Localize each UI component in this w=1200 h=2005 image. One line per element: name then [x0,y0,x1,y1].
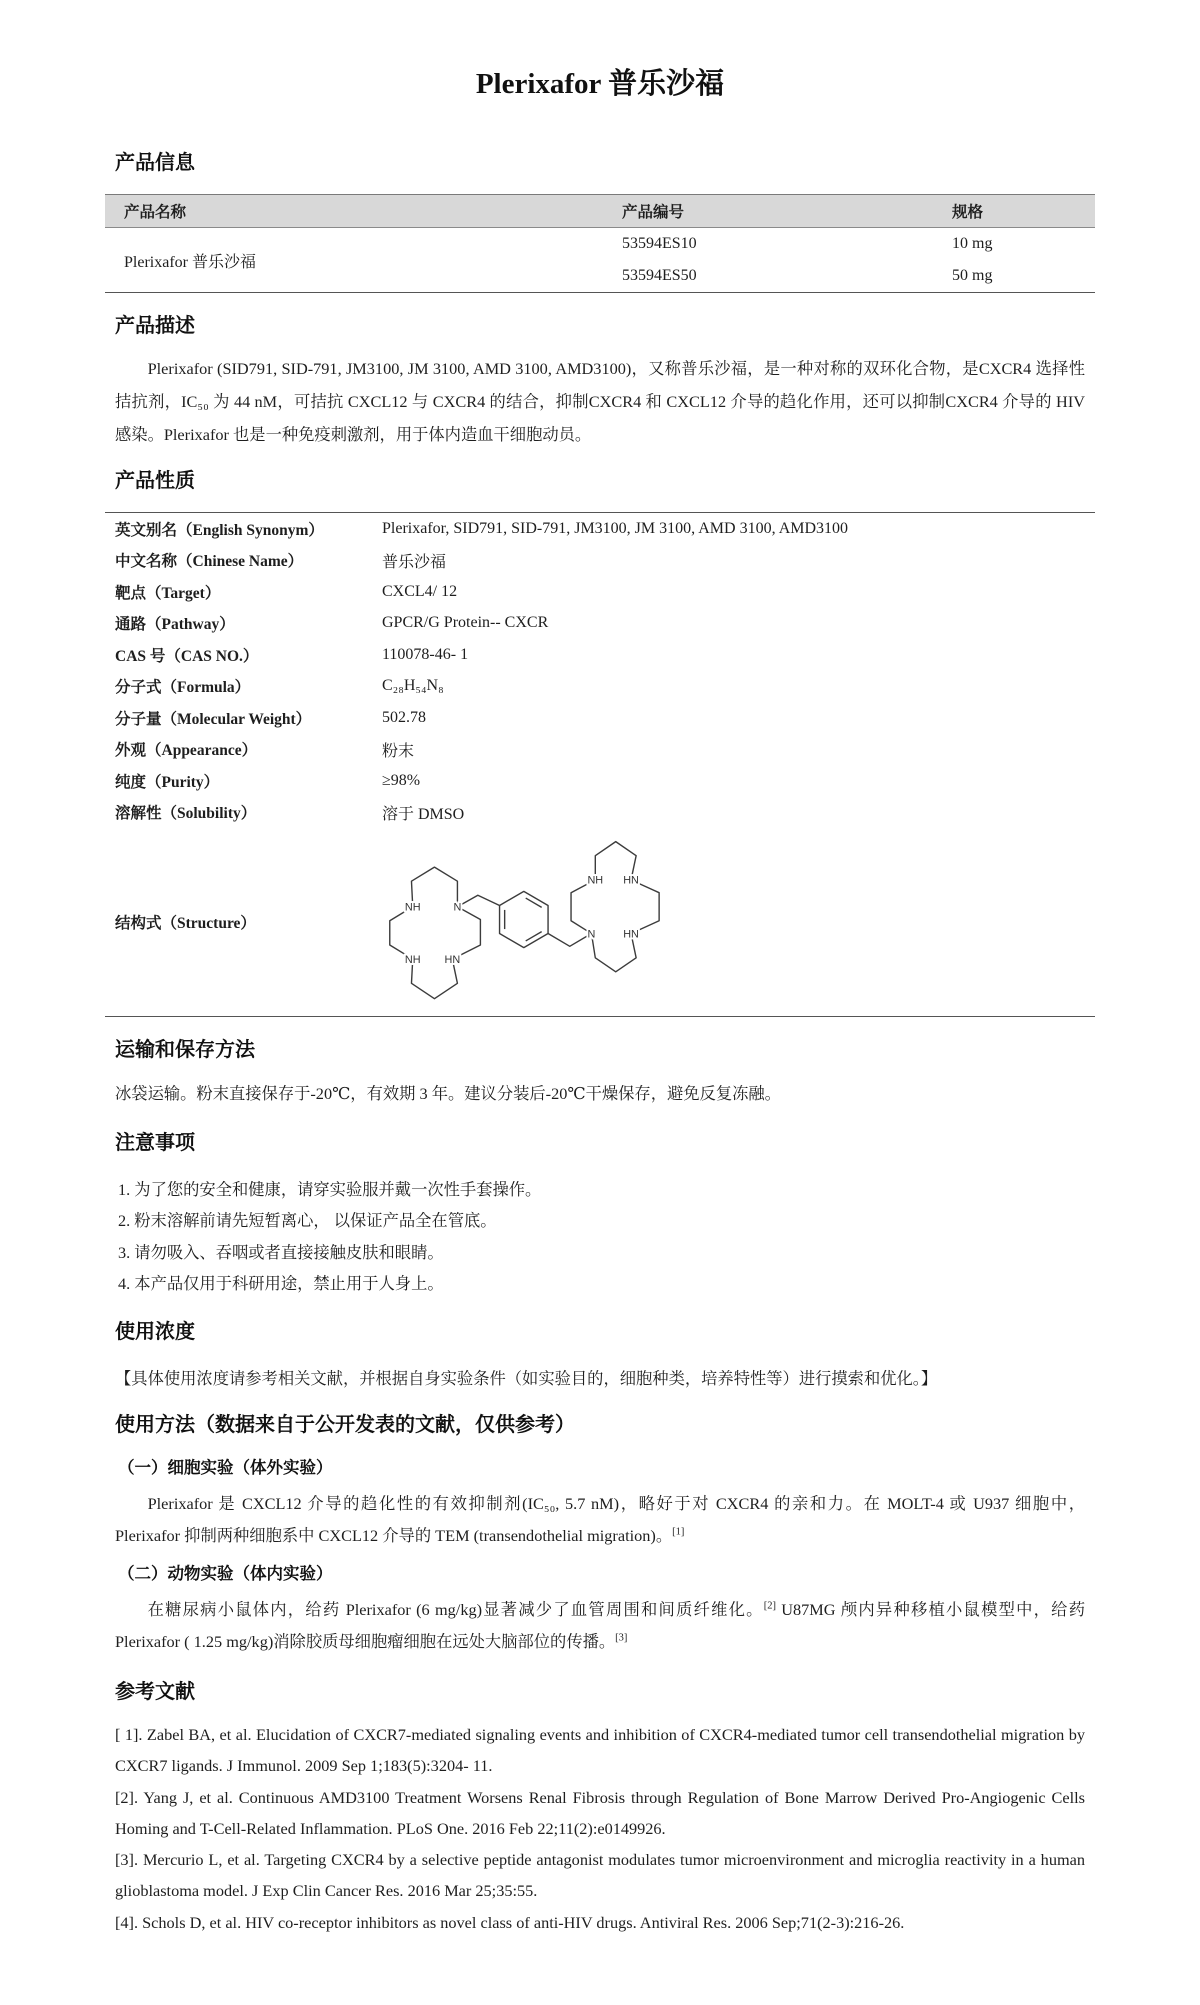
list-item: 4. 本产品仅用于科研用途，禁止用于人身上。 [118,1273,444,1293]
product-info-table [105,194,1095,293]
property-value: Plerixafor, SID791, SID-791, JM3100, JM 3100, AMD 3100, AMD3100 [382,519,849,537]
double-bond [526,898,542,907]
property-label: 纯度（Purity） [115,773,220,791]
double-bond [526,932,542,941]
property-row-synonym [105,513,1095,545]
atom-label: HN [623,928,639,941]
property-label: CAS 号（CAS NO.） [115,647,259,665]
bond [457,895,499,906]
reference-item: [3]. Mercurio L, et al. Targeting CXCR4 by a selective peptide antagonist modulates tumor microenvironment and microglia reactivity in a human glioblastoma model. J Exp Clin Cancer Res. 2016 Mar 25;35:55. [115,1850,1085,1901]
property-value: CXCL4/ 12 [382,582,458,600]
product-code-cell: 53594ES10 [622,235,697,252]
product-spec-cell: 10 mg [952,235,993,252]
section-heading-references: 参考文献 [115,1681,195,1703]
property-value: C₂₈H₅₄N₈ [382,677,444,695]
animal-experiment-text [115,1594,1085,1658]
property-label: 结构式（Structure） [115,915,256,932]
property-value: 溶于 DMSO [382,805,465,823]
section-heading-shipping: 运输和保存方法 [115,1039,255,1061]
bond [631,880,659,934]
section-heading-description: 产品描述 [115,315,195,337]
citation-marker: [3] [615,1632,628,1644]
bond [390,907,413,959]
cell-experiment-text [115,1488,1085,1552]
subheading-animal-experiment: （二）动物实验（体内实验） [118,1564,333,1583]
product-spec-cell: 50 mg [940,260,1095,293]
property-row-target [105,576,1095,608]
property-row-cas [105,639,1095,671]
column-header-spec: 规格 [940,195,1095,228]
subheading-cell-experiment: （一）细胞实验（体外实验） [118,1458,333,1477]
reference-item: [2]. Yang J, et al. Continuous AMD3100 Treatment Worsens Renal Fibrosis through Regulation of Bone Marrow Derived Pro-Angiogenic Cells Homing and T-Cell-Related Inflammation. PLoS One. 2016 Feb 22;11(2):e0149926. [115,1787,1085,1838]
property-row-purity [105,765,1095,797]
citation-marker: [2] [763,1600,776,1612]
property-row-chinese-name [105,545,1095,577]
section-heading-properties: 产品性质 [115,470,195,492]
atom-label: N [453,901,462,914]
page-title: Plerixafor 普乐沙福 [475,68,725,100]
section-heading-precautions: 注意事项 [115,1132,195,1154]
property-label: 分子式（Formula） [115,679,251,697]
citation-marker: [1] [672,1526,685,1538]
list-item: 1. 为了您的安全和健康，请穿实验服并戴一次性手套操作。 [118,1180,542,1199]
shipping-text: 冰袋运输。粉末直接保存于-20℃，有效期 3 年。建议分装后-20℃干燥保存，避免反复冻融。 [115,1084,781,1103]
property-label: 分子量（Molecular Weight） [115,710,312,728]
concentration-text: 【具体使用浓度请参考相关文献，并根据自身实验条件（如实验目的，细胞种类，培养特性等）进行摸索和优化。】 [115,1369,938,1388]
animal-experiment-body-2: U87MG 颅内异种移植小鼠模型中，给药 Plerixafor ( 1.25 mg/kg)消除胶质母细胞瘤细胞在远处大脑部位的传播。 [115,1600,1085,1651]
property-label: 英文别名（English Synonym） [115,521,324,539]
bond [571,880,595,934]
property-row-pathway [105,608,1095,640]
property-value: 502.78 [382,708,426,726]
animal-experiment-body-1: 在糖尿病小鼠体内，给药 Plerixafor (6 mg/kg)显著减少了血管周围和间质纤维化。 [147,1600,764,1619]
precautions-list [118,1174,541,1299]
column-header-product-code: 产品编号 [610,195,940,228]
property-label: 通路（Pathway） [115,616,235,634]
cell-experiment-body: Plerixafor 是 CXCL12 介导的趋化性的有效抑制剂(IC₅₀, 5.7 nM)，略好于对 CXCR4 的亲和力。在 MOLT-4 或 U937 细胞中，Plerixafor 抑制两种细胞系中 CXCL12 介导的 TEM (transendothelial migration)。 [115,1494,1085,1545]
list-item: 2. 粉末溶解前请先短暂离心， 以保证产品全在管底。 [118,1211,497,1231]
table-header-row [105,195,1095,228]
product-code-cell: 53594ES50 [610,260,940,293]
atom-label: HN [444,953,461,966]
property-value: 110078-46- 1 [382,645,469,663]
atom-label: N [587,928,596,941]
reference-item: [4]. Schols D, et al. HIV co-receptor inhibitors as novel class of anti-HIV drugs. Antiviral Res. 2006 Sep;71(2-3):216-26. [115,1912,905,1932]
section-heading-concentration: 使用浓度 [115,1321,195,1343]
property-label: 靶点（Target） [115,584,221,602]
property-row-appearance [105,734,1095,766]
structure-diagram [377,830,677,1009]
references-list [115,1719,1085,1938]
property-value: 普乐沙福 [382,553,447,571]
property-row-formula [105,671,1095,703]
property-row-solubility [105,797,1095,829]
description-text: Plerixafor (SID791, SID-791, JM3100, JM 3100, AMD 3100, AMD3100)，又称普乐沙福，是一种对称的双环化合物，是CXCR4 选择性拮抗剂，IC₅₀ 为 44 nM，可拮抗 CXCL12 与 CXCR4 的结合，抑制CXCR4 和 CXCL12 介导的趋化作用，还可以抑制CXCR4 介导的 HIV 感染。Plerixafor 也是一种免疫刺激剂，用于体内造血干细胞动员。 [115,359,1085,444]
property-value: GPCR/G Protein-- CXCR [382,614,549,632]
bond [452,907,480,959]
atom-label: NH [404,953,421,966]
property-value: 粉末 [382,742,415,760]
property-row-molecular-weight [105,702,1095,734]
list-item: 3. 请勿吸入、吞咽或者直接接触皮肤和眼睛。 [118,1242,444,1262]
property-label: 中文名称（Chinese Name） [115,553,304,571]
property-value: ≥98% [382,771,421,789]
section-heading-product-info: 产品信息 [115,152,195,174]
section-heading-usage: 使用方法（数据来自于公开发表的文献，仅供参考） [115,1414,575,1436]
atom-label: HN [623,874,639,887]
benzene-ring [500,891,549,947]
property-label: 外观（Appearance） [115,742,258,760]
properties-table [105,512,1095,1017]
bond [548,934,591,947]
atom-label: NH [587,874,604,887]
product-name-cell: Plerixafor 普乐沙福 [105,228,610,293]
column-header-product-name: 产品名称 [105,195,610,228]
table-row [105,228,1095,261]
reference-item: [ 1]. Zabel BA, et al. Elucidation of CXCR7-mediated signaling events and inhibition of CXCR4-mediated tumor cell transendothelial migration by CXCR7 ligands. J Immunol. 2009 Sep 1;183(5):3204- 11. [115,1725,1085,1776]
property-label: 溶解性（Solubility） [115,805,257,823]
atom-label: NH [404,901,421,914]
